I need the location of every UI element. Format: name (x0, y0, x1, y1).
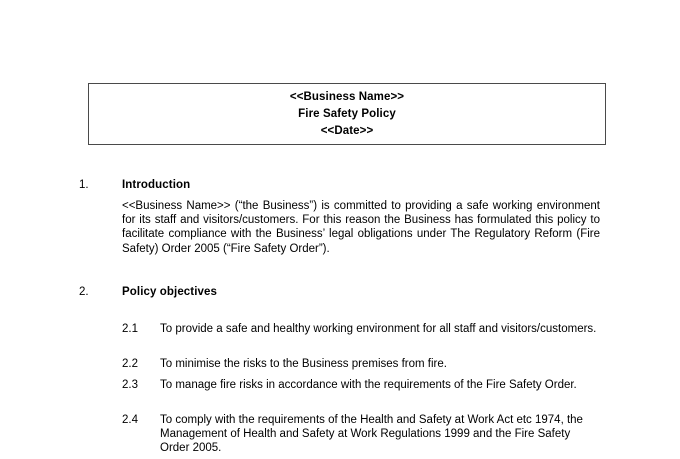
introduction-paragraph: <<Business Name>> (“the Business”) is committed to providing a safe working environment for its staff and visitors/customers. For this reason the Business has formulated this policy to facilitate compliance with the Business’ legal obligations under The Regulatory Reform (Fire Safety) Order 2005 (“Fire Safety Order”). (122, 200, 600, 255)
list-item-number: 2.2 (122, 358, 138, 370)
section-heading (79, 285, 600, 299)
section-introduction (79, 178, 600, 256)
title-business-name: <<Business Name>> (289, 90, 405, 103)
list-item-number: 2.4 (122, 414, 138, 426)
section-number: 2. (79, 286, 89, 298)
section-number: 1. (79, 179, 89, 191)
section-title: Policy objectives (122, 286, 218, 298)
section-title: Introduction (122, 179, 191, 191)
list-item-text: To comply with the requirements of the Health and Safety at Work Act etc 1974, the Management of Health and Safety at Work Regulations 1999 and the Fire Safety Order 2005. (160, 414, 583, 455)
list-item (79, 357, 600, 371)
list-item (79, 413, 600, 456)
policy-objective-item-2-1 (79, 322, 600, 336)
section-policy-objectives (79, 285, 600, 299)
list-item-number: 2.1 (122, 323, 138, 335)
list-item (79, 378, 600, 392)
policy-objective-item-2-4 (79, 413, 600, 456)
title-document-name: Fire Safety Policy (298, 107, 396, 120)
list-item-text: To manage fire risks in accordance with the requirements of the Fire Safety Order. (160, 379, 577, 391)
list-item-number: 2.3 (122, 379, 138, 391)
policy-objective-item-2-2 (79, 357, 600, 371)
list-item-text: To minimise the risks to the Business premises from fire. (160, 358, 447, 370)
list-item-text: To provide a safe and healthy working environment for all staff and visitors/customers. (160, 323, 597, 335)
title-date: <<Date>> (320, 124, 374, 137)
policy-objective-item-2-3 (79, 378, 600, 392)
list-item (79, 322, 600, 336)
section-heading (79, 178, 600, 192)
document-title-box (88, 83, 606, 145)
